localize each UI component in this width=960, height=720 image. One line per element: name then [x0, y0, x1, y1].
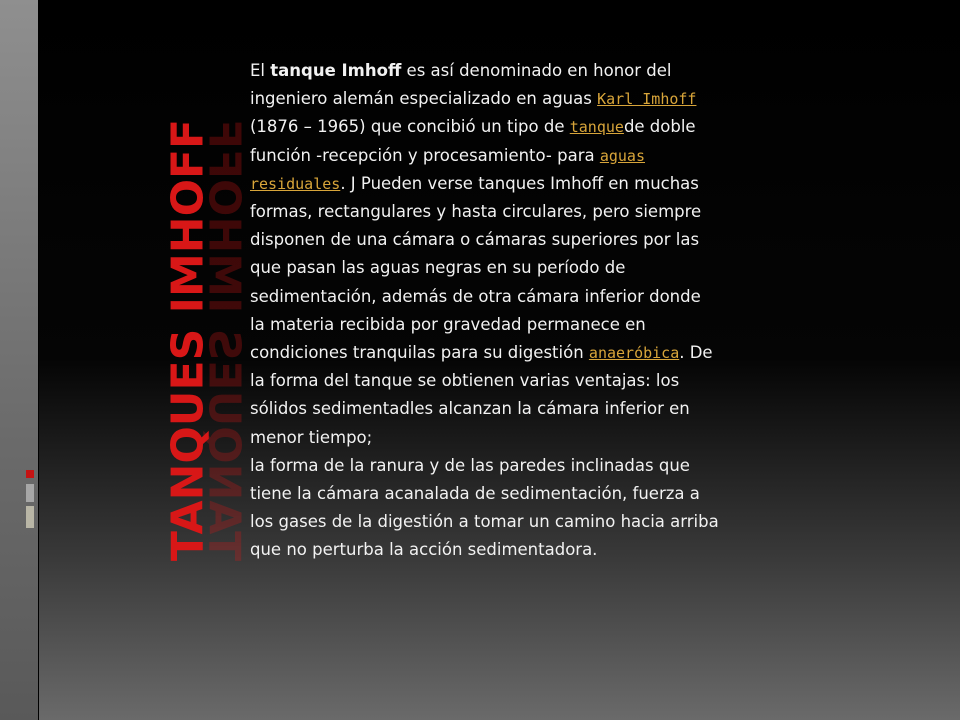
accent-mark-red — [26, 470, 34, 478]
accent-mark-beige — [26, 506, 34, 528]
text-segment: . J Pueden verse tanques Imhoff en muchas formas, rectangulares y hasta circulares, pero siempre disponen de una cámara o cámaras superiores por las que pasan las aguas negras en su período de sedimentación, además de otra cámara inferior donde la materia recibida por gravedad permanece en condiciones tranquilas para su digestión — [250, 173, 702, 363]
link-anaerobica[interactable]: anaeróbica — [588, 344, 680, 363]
body-text — [250, 57, 720, 565]
text-segment: de doble función -recepción y procesamiento- para — [250, 117, 696, 165]
left-bar-divider — [38, 0, 39, 720]
link-aguas-residuales[interactable]: aguas residuales — [250, 146, 645, 193]
slide-title-reflection: TANQUES IMHOFF — [198, 118, 250, 562]
paragraph-two: la forma de la ranura y de las paredes inclinadas que tiene la cámara acanalada de sedimentación, fuerza a los gases de la digestión a tomar un camino hacia arriba que no perturba la acción sedimentadora. — [250, 455, 719, 560]
link-karl-imhoff[interactable]: Karl Imhoff — [597, 90, 697, 109]
bold-term: tanque Imhoff — [270, 61, 402, 80]
slide-title: TANQUES IMHOFF — [162, 118, 214, 562]
accent-mark-gray — [26, 484, 34, 502]
left-accent-bar — [0, 0, 38, 720]
text-segment: El — [250, 61, 271, 80]
link-tanque[interactable]: tanque — [569, 118, 624, 137]
text-segment: es así denominado en honor del ingeniero alemán especializado en aguas — [250, 61, 672, 109]
title-container — [148, 118, 250, 562]
text-segment: (1876 – 1965) que concibió un tipo de — [250, 117, 570, 137]
text-segment: . De la forma del tanque se obtienen varias ventajas: los sólidos sedimentadles alcanzan la cámara inferior en menor tiempo; — [250, 343, 713, 447]
